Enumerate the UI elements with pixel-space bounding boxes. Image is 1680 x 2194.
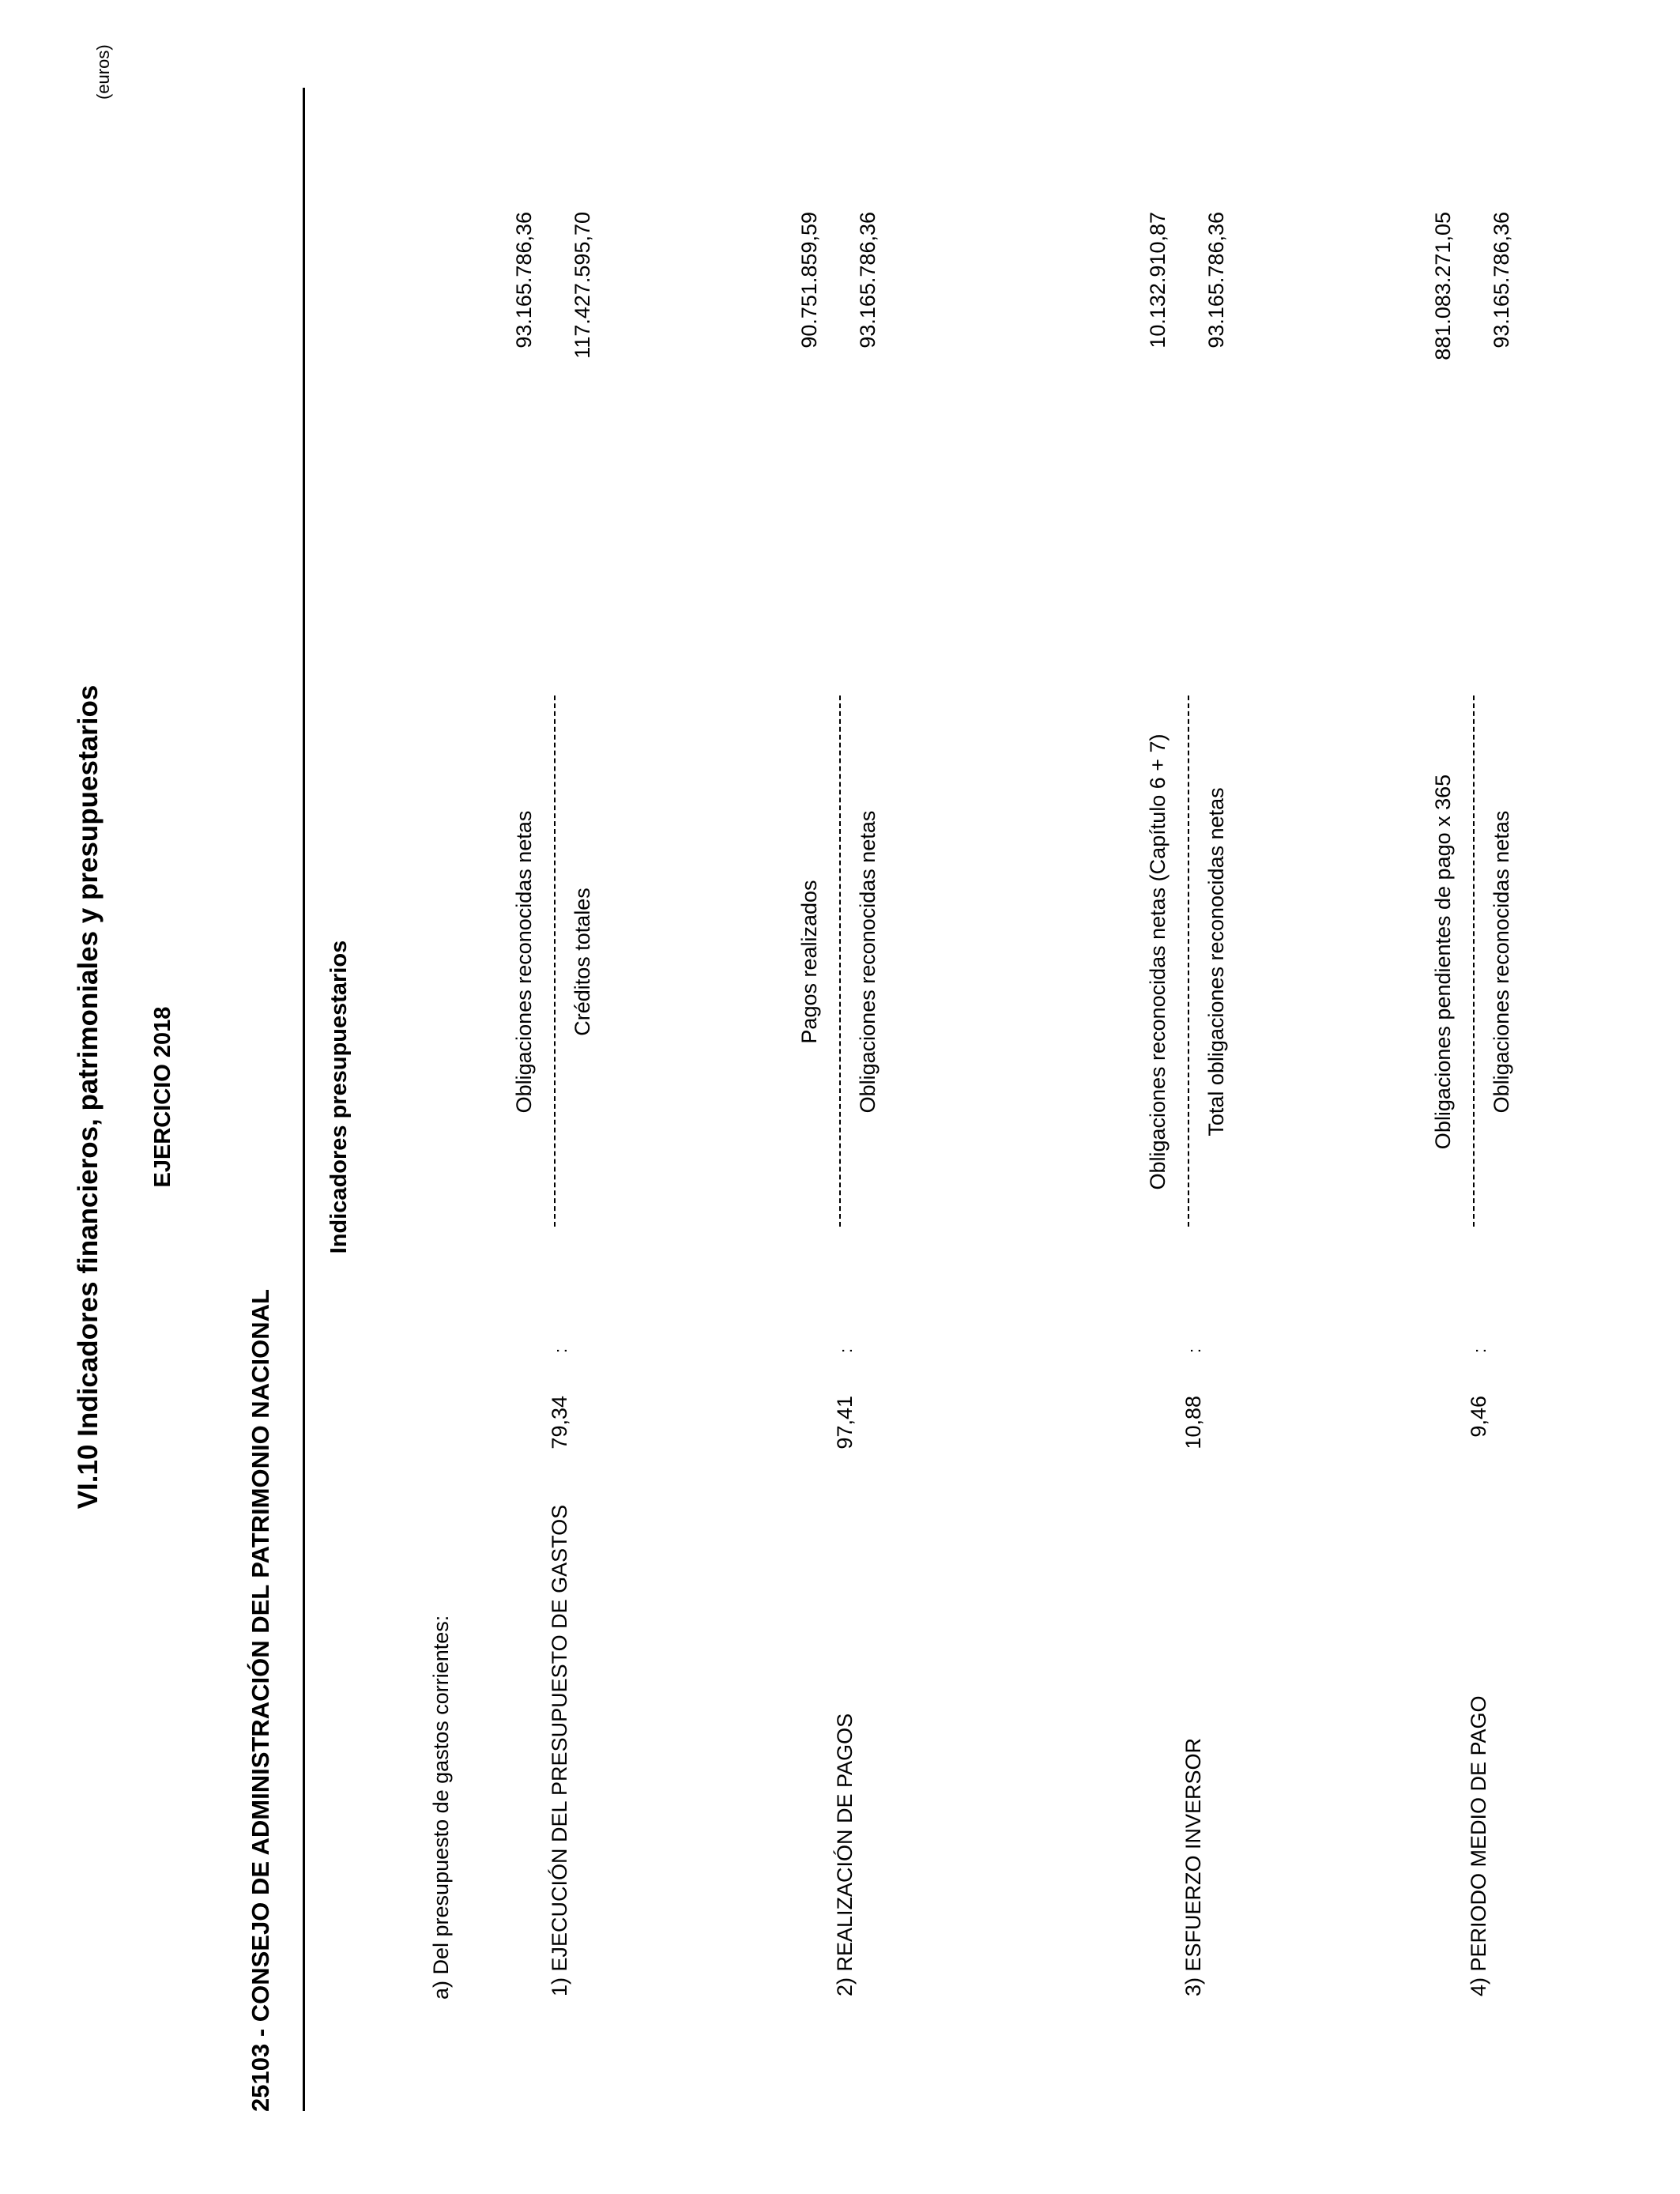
- numerator-amount: 881.083.271,05: [1431, 212, 1455, 360]
- numerator-amount: 10.132.910,87: [1146, 212, 1170, 349]
- indicator-name: 1) EJECUCIÓN DEL PRESUPUESTO DE GASTOS: [548, 1504, 571, 1996]
- denominator-label: Obligaciones reconocidas netas: [856, 810, 880, 1114]
- document-title: VI.10 Indicadores financieros, patrimoniales y presupuestarios: [73, 684, 104, 1510]
- indicator-value: 97,41: [833, 1396, 857, 1449]
- indicator-separator: :: [836, 1348, 856, 1353]
- indicator-value: 79,34: [548, 1396, 571, 1449]
- denominator-amount: 93.165.786,36: [1490, 212, 1513, 349]
- denominator-amount: 93.165.786,36: [1204, 212, 1228, 349]
- indicator-separator: :: [1470, 1348, 1490, 1353]
- numerator-amount: 90.751.859,59: [797, 212, 821, 349]
- indicator-value: 9,46: [1467, 1396, 1490, 1438]
- fraction-line: [1473, 696, 1475, 1227]
- group-label: a) Del presupuesto de gastos corrientes:: [429, 1615, 453, 2000]
- denominator-label: Obligaciones reconocidas netas: [1490, 810, 1513, 1114]
- document-subtitle: EJERCICIO 2018: [150, 1006, 175, 1188]
- numerator-label: Pagos realizados: [797, 880, 821, 1044]
- denominator-amount: 117.427.595,70: [571, 212, 594, 359]
- fraction-line: [839, 696, 841, 1227]
- denominator-amount: 93.165.786,36: [856, 212, 880, 349]
- section-heading: Indicadores presupuestarios: [326, 940, 352, 1254]
- numerator-label: Obligaciones reconocidas netas: [512, 810, 536, 1114]
- header-rule: [303, 88, 305, 2111]
- indicator-separator: :: [1185, 1348, 1204, 1353]
- indicator-name: 3) ESFUERZO INVERSOR: [1181, 1737, 1205, 1996]
- fraction-line: [1188, 696, 1189, 1227]
- denominator-label: Créditos totales: [571, 888, 594, 1036]
- indicator-name: 4) PERIODO MEDIO DE PAGO: [1467, 1695, 1490, 1996]
- numerator-amount: 93.165.786,36: [512, 212, 536, 349]
- indicator-separator: :: [551, 1348, 571, 1353]
- indicator-name: 2) REALIZACIÓN DE PAGOS: [833, 1713, 857, 1996]
- numerator-label: Obligaciones reconocidas netas (Capítulo 6 + 7): [1146, 733, 1170, 1190]
- denominator-label: Total obligaciones reconocidas netas: [1204, 787, 1228, 1137]
- numerator-label: Obligaciones pendientes de pago x 365: [1431, 774, 1455, 1150]
- indicator-value: 10,88: [1181, 1396, 1205, 1449]
- units-label: (euros): [93, 44, 113, 100]
- entity-heading: 25103 - CONSEJO DE ADMINISTRACIÓN DEL PATRIMONIO NACIONAL: [247, 1289, 274, 2112]
- fraction-line: [554, 696, 556, 1227]
